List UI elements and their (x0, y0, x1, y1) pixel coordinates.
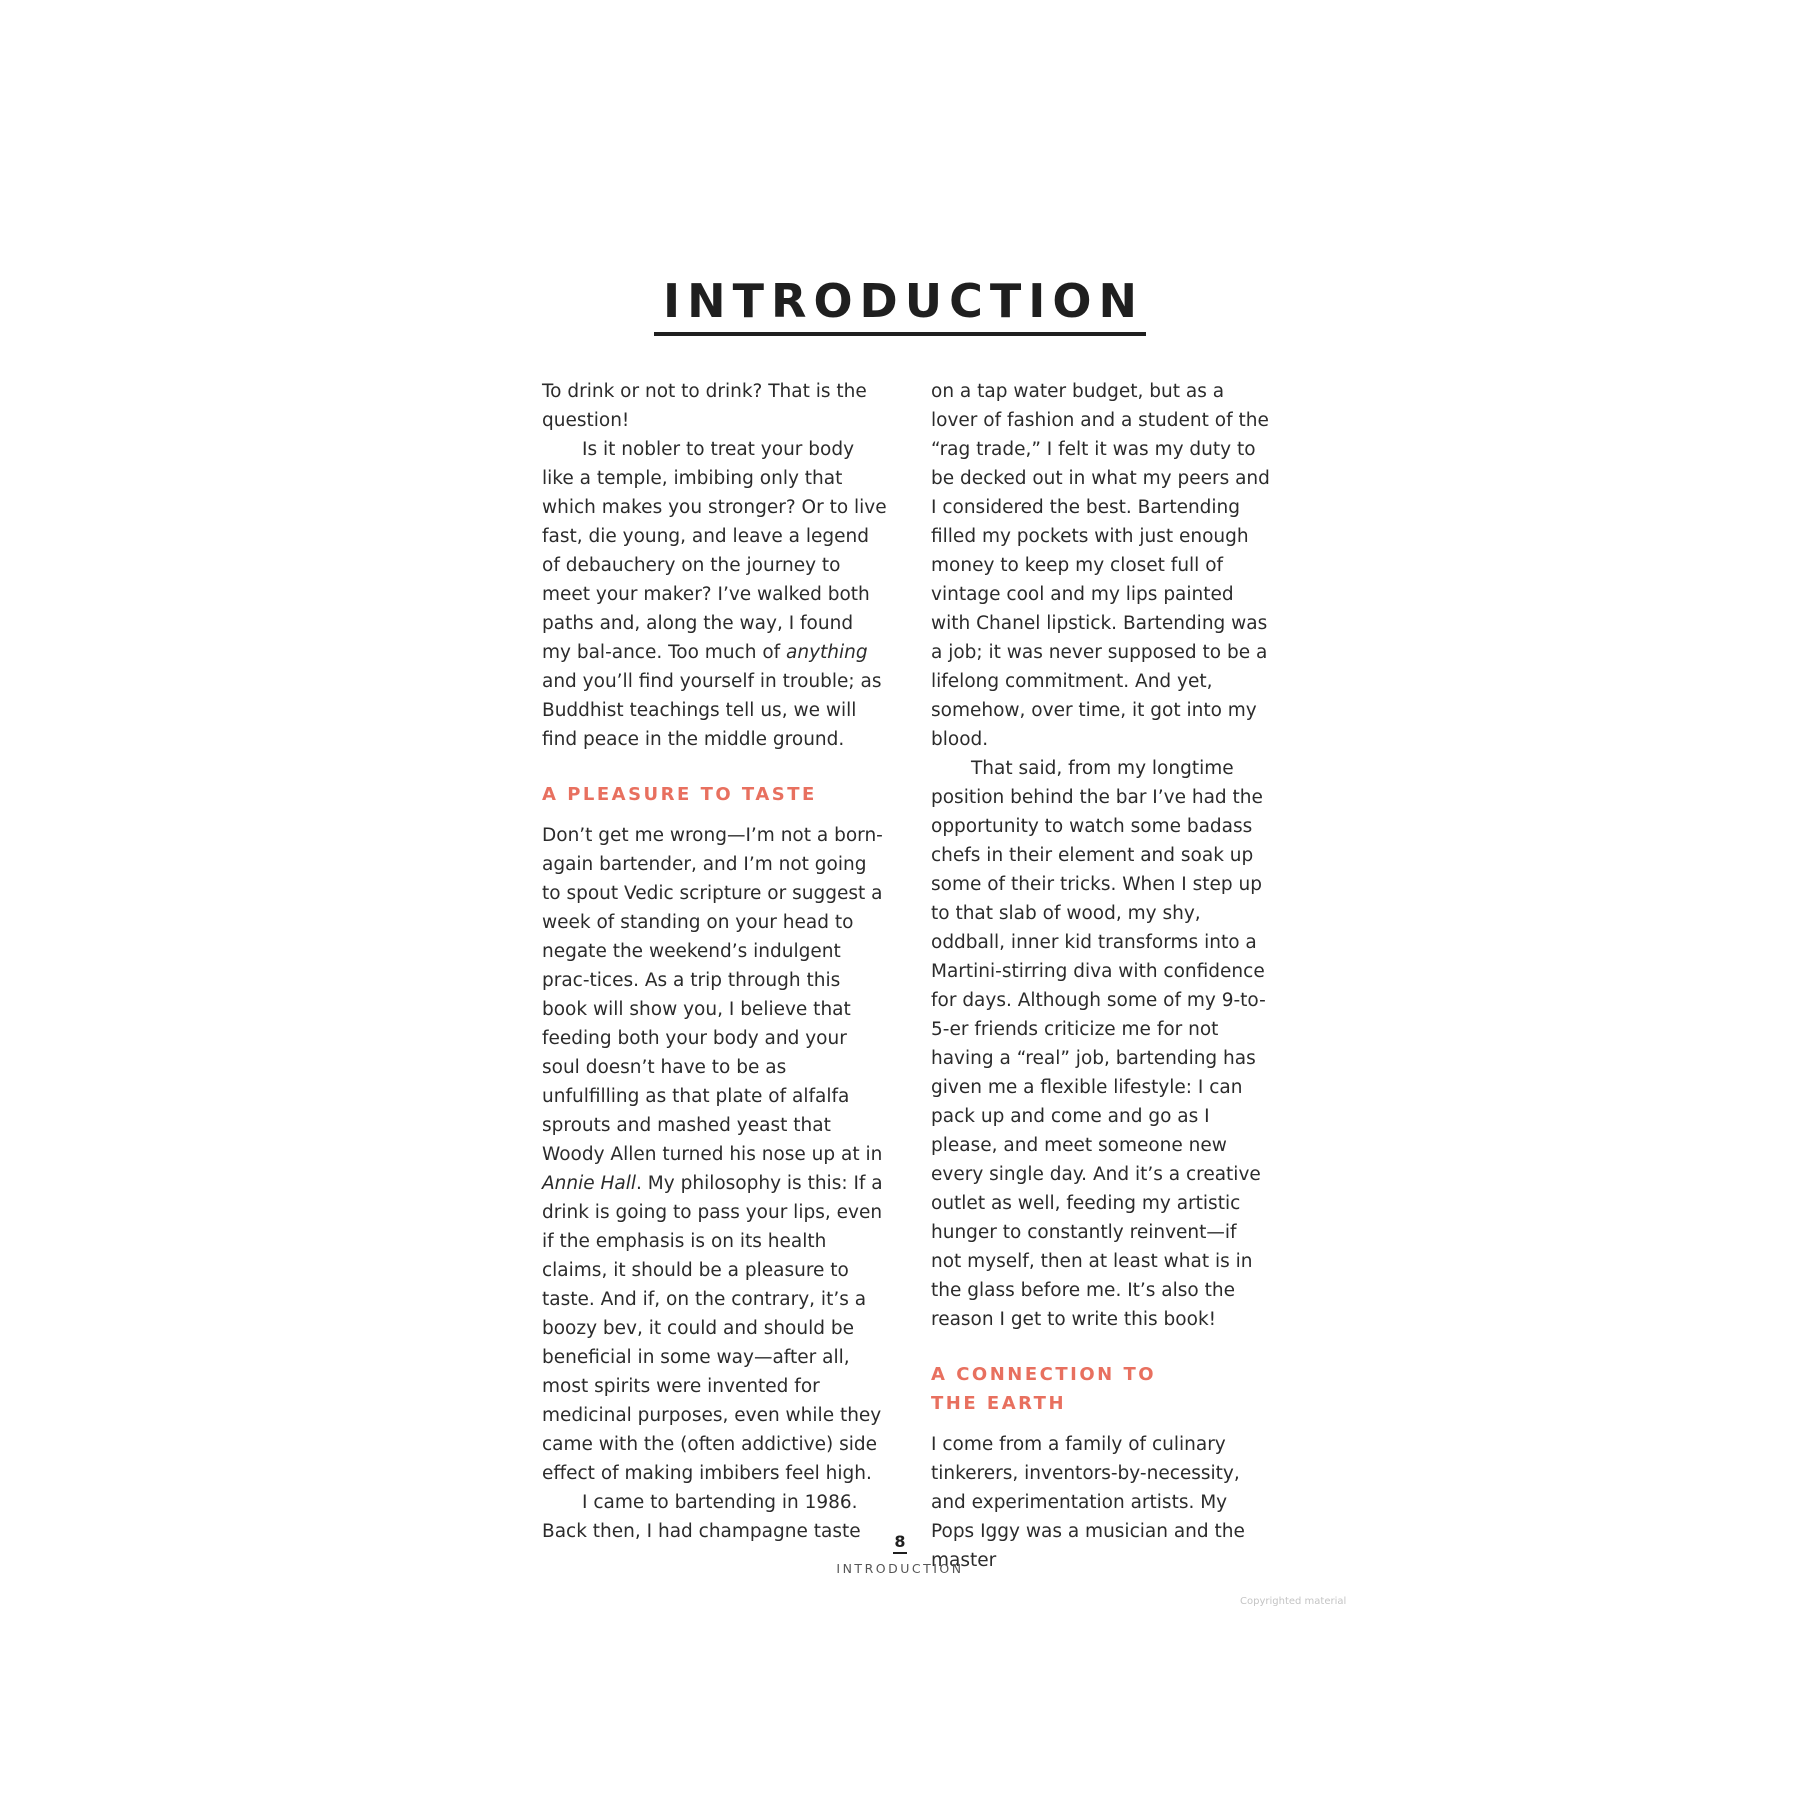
paragraph-nobler (542, 435, 887, 754)
heading-line: THE EARTH (931, 1393, 1067, 1414)
emphasis-anything: anything (786, 642, 868, 663)
page-title (0, 272, 1800, 336)
page-number: 8 (893, 1532, 906, 1554)
paragraph-text: and you’ll find yourself in trouble; as Buddhist teachings tell us, we will find peace in the middle ground. (542, 671, 882, 750)
section-heading-pleasure: A PLEASURE TO TASTE (542, 784, 817, 805)
copyright-watermark: Copyrighted material (1240, 1596, 1347, 1607)
running-footer-section: INTRODUCTION (836, 1561, 964, 1576)
heading-line: A CONNECTION TO (931, 1364, 1157, 1385)
paragraph-family: I come from a family of culinary tinkerers, inventors-by-necessity, and experimentation artists. My Pops Iggy was a musician and the master (931, 1434, 1245, 1571)
section-heading-connection (931, 1360, 1271, 1418)
paragraph-opening: To drink or not to drink? That is the question! (542, 381, 867, 431)
paragraph-text: . My philosophy is this: If a drink is going to pass your lips, even if the emphasis is on its health claims, it should be a pleasure to taste. And if, on the contrary, it’s a boozy bev, it could and should be beneficial in some way—after all, most spirits were invented for medicinal purposes, even while they came with the (often addictive) side effect of making imbibers feel high. (542, 1173, 883, 1484)
paragraph-text: Don’t get me wrong—I’m not a born-again bartender, and I’m not going to spout Vedic scripture or suggest a week of standing on your head to negate the weekend’s indulgent prac-tices. As a trip through this book will show you, I believe that feeding both your body and your soul doesn’t have to be as unfulfilling as that plate of alfalfa sprouts and mashed yeast that Woody Allen turned his nose up at in (542, 825, 883, 1165)
page-footer (0, 1532, 1800, 1576)
paragraph-tap-water: on a tap water budget, but as a lover of fashion and a student of the “rag trade,” I felt it was my duty to be decked out in what my peers and I considered the best. Bartending filled my pockets with just enough money to keep my closet full of vintage cool and my lips painted with Chanel lipstick. Bartending was a job; it was never supposed to be a lifelong commitment. And yet, somehow, over time, it got into my blood. (931, 381, 1270, 750)
paragraph-dont-get-me-wrong (542, 821, 887, 1488)
paragraph-bartending-1986: I came to bartending in 1986. Back then, I had champagne taste (542, 1492, 861, 1542)
right-column (931, 377, 1271, 1575)
paragraph-that-said: That said, from my longtime position behind the bar I’ve had the opportunity to watch some badass chefs in their element and soak up some of their tricks. When I step up to that slab of wood, my shy, oddball, inner kid transforms into a Martini-stirring diva with confidence for days. Although some of my 9-to-5-er friends criticize me for not having a “real” job, bartending has given me a flexible lifestyle: I can pack up and come and go as I please, and meet someone new every single day. And it’s a creative outlet as well, feeding my artistic hunger to constantly reinvent—if not myself, then at least what is in the glass before me. It’s also the reason I get to write this book! (931, 758, 1266, 1330)
emphasis-annie-hall: Annie Hall (542, 1173, 637, 1194)
page-title-text: INTRODUCTION (654, 272, 1146, 336)
paragraph-text: Is it nobler to treat your body like a temple, imbibing only that which makes you stronger? Or to live fast, die young, and leave a legend of debauchery on the journey to meet your maker? I’ve walked both paths and, along the way, I found my bal-ance. Too much of (542, 439, 887, 663)
left-column (542, 377, 887, 1546)
